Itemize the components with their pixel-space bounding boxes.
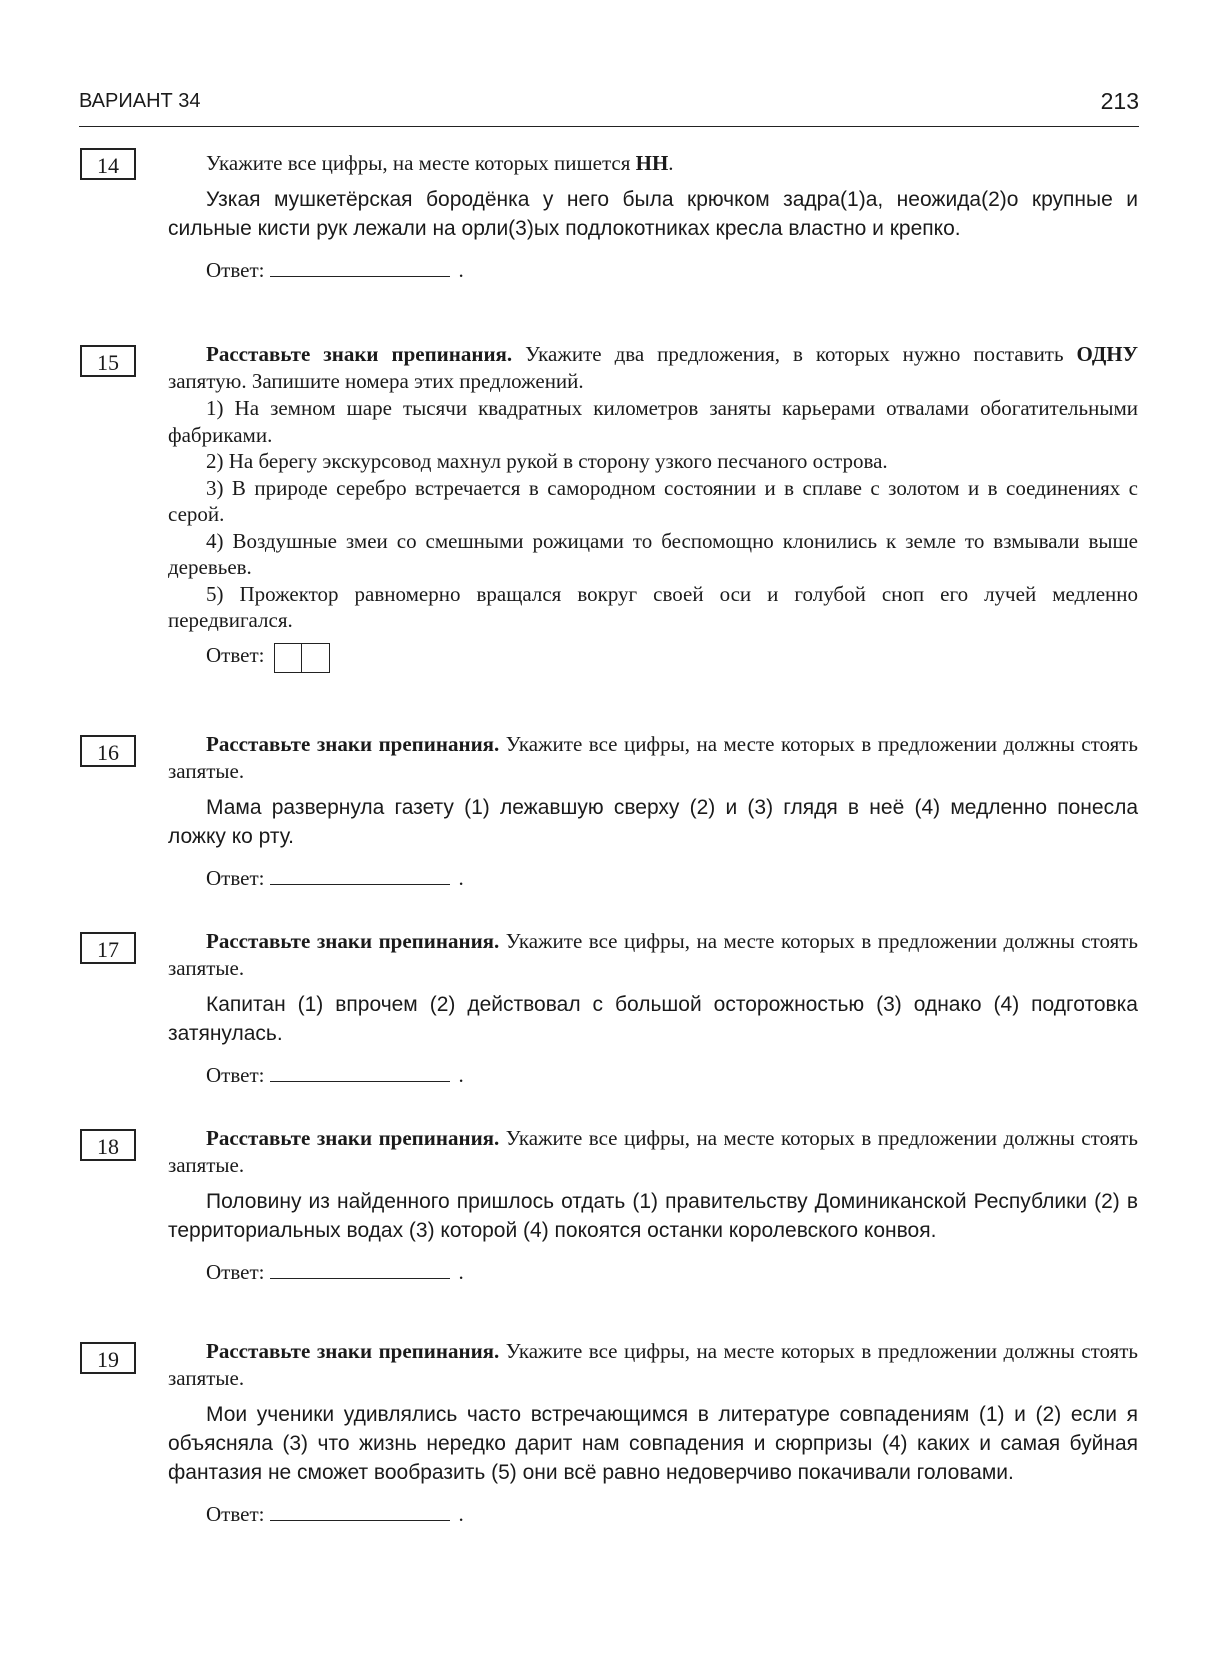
list-item: 4) Воздушные змеи со смешными рожицами то беспомощно клонились к земле то взмывали выше деревьев. bbox=[168, 528, 1138, 579]
answer-field[interactable] bbox=[270, 1063, 450, 1082]
task-text: Мои ученики удивлялись часто встречающимся в литературе совпадениям (1) и (2) если я объясняла (3) что жизнь нередко дарит нам совпадения и сюрпризы (4) каких и самая буйная фантазия не сможет вообразить (5) они всё равно недоверчиво покачивали головами. bbox=[168, 1403, 1138, 1484]
page-header bbox=[79, 86, 1139, 127]
variant-title: ВАРИАНТ 34 bbox=[79, 90, 201, 112]
answer-label: Ответ: bbox=[206, 866, 265, 890]
task-instruction: Расставьте знаки препинания. Укажите все цифры, на месте которых в предложении должны стоять запятые. bbox=[168, 1339, 1138, 1390]
task-number-box: 14 bbox=[80, 148, 136, 180]
list-item: 2) На берегу экскурсовод махнул рукой в сторону узкого песчаного острова. bbox=[206, 449, 888, 473]
answer-field[interactable] bbox=[270, 1260, 450, 1279]
answer-field[interactable] bbox=[270, 258, 450, 277]
answer-label: Ответ: bbox=[206, 1502, 265, 1526]
answer-cell[interactable] bbox=[302, 643, 330, 673]
answer-row: Ответ: . bbox=[206, 1502, 464, 1526]
answer-row: Ответ: . bbox=[206, 258, 464, 282]
task-number-box: 19 bbox=[80, 1342, 136, 1374]
task-number-box: 17 bbox=[80, 932, 136, 964]
answer-field[interactable] bbox=[270, 866, 450, 885]
answer-cell[interactable] bbox=[274, 643, 302, 673]
page-number: 213 bbox=[1100, 88, 1139, 114]
answer-label: Ответ: bbox=[206, 1063, 265, 1087]
answer-label: Ответ: bbox=[206, 1260, 265, 1284]
answer-row: Ответ: . bbox=[206, 866, 464, 890]
task-text: Узкая мушкетёрская бородёнка у него была крючком задра(1)а, неожида(2)о крупные и сильные кисти рук лежали на орли(3)ых подлокотниках кресла властно и крепко. bbox=[168, 188, 1138, 240]
answer-label: Ответ: bbox=[206, 642, 265, 667]
task-number-box: 16 bbox=[80, 735, 136, 767]
list-item: 3) В природе серебро встречается в самородном состоянии и в сплаве с золотом и в соединениях с серой. bbox=[168, 475, 1138, 526]
task-instruction: Расставьте знаки препинания. Укажите все цифры, на месте которых в предложении должны стоять запятые. bbox=[168, 732, 1138, 783]
answer-row: Ответ: . bbox=[206, 1063, 464, 1087]
task-text: Мама развернула газету (1) лежавшую сверху (2) и (3) глядя в неё (4) медленно понесла ложку ко рту. bbox=[168, 796, 1138, 848]
task-text: Половину из найденного пришлось отдать (1) правительству Доминиканской Республики (2) в территориальных водах (3) которой (4) покоятся останки королевского конвоя. bbox=[168, 1190, 1138, 1242]
answer-cells bbox=[274, 641, 330, 673]
task-instruction: Расставьте знаки препинания. Укажите два предложения, в которых нужно поставить ОДНУ запятую. Запишите номера этих предложений. bbox=[168, 342, 1139, 393]
task-text: Капитан (1) впрочем (2) действовал с большой осторожностью (3) однако (4) подготовка затянулась. bbox=[168, 993, 1138, 1045]
list-item: 1) На земном шаре тысячи квадратных километров заняты карьерами отвалами обогатительными фабриками. bbox=[168, 396, 1138, 447]
task-number-box: 15 bbox=[80, 345, 136, 377]
task-instruction: Расставьте знаки препинания. Укажите все цифры, на месте которых в предложении должны стоять запятые. bbox=[168, 929, 1138, 980]
list-item: 5) Прожектор равномерно вращался вокруг своей оси и голубой сноп его лучей медленно передвигался. bbox=[168, 581, 1138, 632]
task-instruction: Укажите все цифры, на месте которых пишется НН. bbox=[206, 151, 674, 175]
task-instruction: Расставьте знаки препинания. Укажите все цифры, на месте которых в предложении должны стоять запятые. bbox=[168, 1126, 1138, 1177]
answer-row bbox=[168, 640, 1138, 673]
answer-row: Ответ: . bbox=[206, 1260, 464, 1284]
task-number-box: 18 bbox=[80, 1129, 136, 1161]
answer-label: Ответ: bbox=[206, 258, 265, 282]
sentence-list bbox=[168, 395, 1138, 634]
answer-field[interactable] bbox=[270, 1502, 450, 1521]
